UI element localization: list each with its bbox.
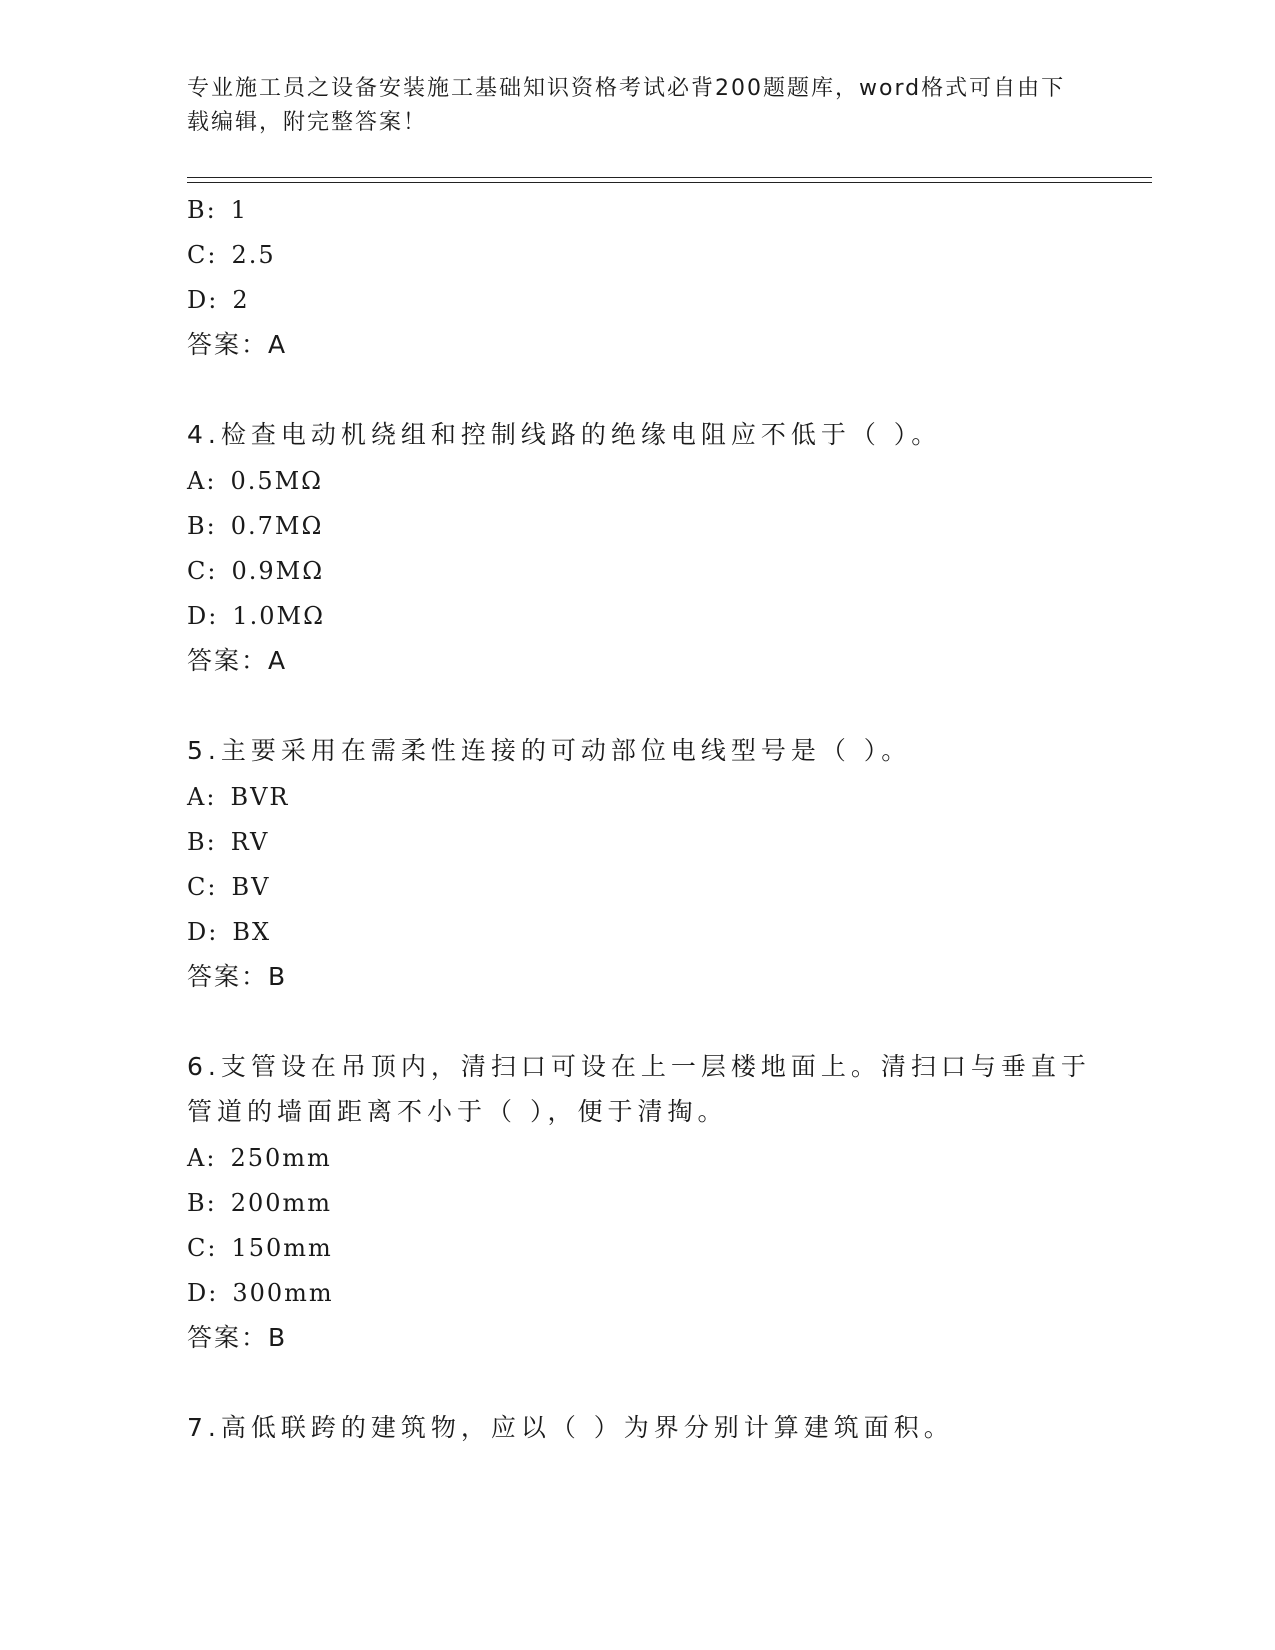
option-text: RV <box>230 828 270 856</box>
question-6-line-2: 管道的墙面距离不小于（ ），便于清掏。 <box>187 1097 728 1126</box>
option-b: B: 1 <box>187 196 249 224</box>
question-4: 4.检查电动机绕组和控制线路的绝缘电阻应不低于（ ）。 <box>187 420 942 449</box>
option-b: B: 200mm <box>187 1189 333 1217</box>
question-6-line-1: 6.支管设在吊顶内，清扫口可设在上一层楼地面上。清扫口与垂直于 <box>187 1052 1091 1081</box>
option-text: 150mm <box>231 1234 333 1262</box>
option-text: 0.5MΩ <box>230 467 324 495</box>
option-text: BX <box>232 918 272 946</box>
option-text: 2.5 <box>231 241 276 269</box>
option-c: C: 2.5 <box>187 241 276 269</box>
option-text: 2 <box>232 286 250 314</box>
option-b: B: 0.7MΩ <box>187 512 324 540</box>
option-c: C: 0.9MΩ <box>187 557 325 585</box>
option-d: D: 300mm <box>187 1279 334 1307</box>
option-text: 0.7MΩ <box>230 512 324 540</box>
option-c: C: BV <box>187 873 271 901</box>
answer-6: 答案：B <box>187 1323 288 1352</box>
option-c: C: 150mm <box>187 1234 333 1262</box>
answer-5: 答案：B <box>187 962 288 991</box>
document-header: 专业施工员之设备安装施工基础知识资格考试必背200题题库，word格式可自由下载编辑，附完整答案！ <box>187 76 1066 135</box>
option-text: 1.0MΩ <box>232 602 325 630</box>
option-b: B: RV <box>187 828 270 856</box>
answer-3: 答案：A <box>187 330 288 359</box>
option-d: D: BX <box>187 918 272 946</box>
option-text: 250mm <box>230 1144 332 1172</box>
option-d: D: 2 <box>187 286 250 314</box>
option-text: 200mm <box>230 1189 333 1217</box>
header-divider-bottom <box>187 182 1152 183</box>
option-text: 1 <box>230 196 249 224</box>
option-text: 0.9MΩ <box>231 557 325 585</box>
option-a: A: 250mm <box>187 1144 332 1172</box>
option-text: BV <box>231 873 271 901</box>
question-5: 5.主要采用在需柔性连接的可动部位电线型号是（ ）。 <box>187 736 912 765</box>
option-text: 300mm <box>232 1279 334 1307</box>
option-text: BVR <box>230 783 290 811</box>
answer-4: 答案：A <box>187 646 288 675</box>
option-a: A: 0.5MΩ <box>187 467 324 495</box>
question-7: 7.高低联跨的建筑物，应以（ ）为界分别计算建筑面积。 <box>187 1413 954 1442</box>
option-d: D: 1.0MΩ <box>187 602 325 630</box>
option-a: A: BVR <box>187 783 290 811</box>
header-divider-top <box>187 177 1152 178</box>
